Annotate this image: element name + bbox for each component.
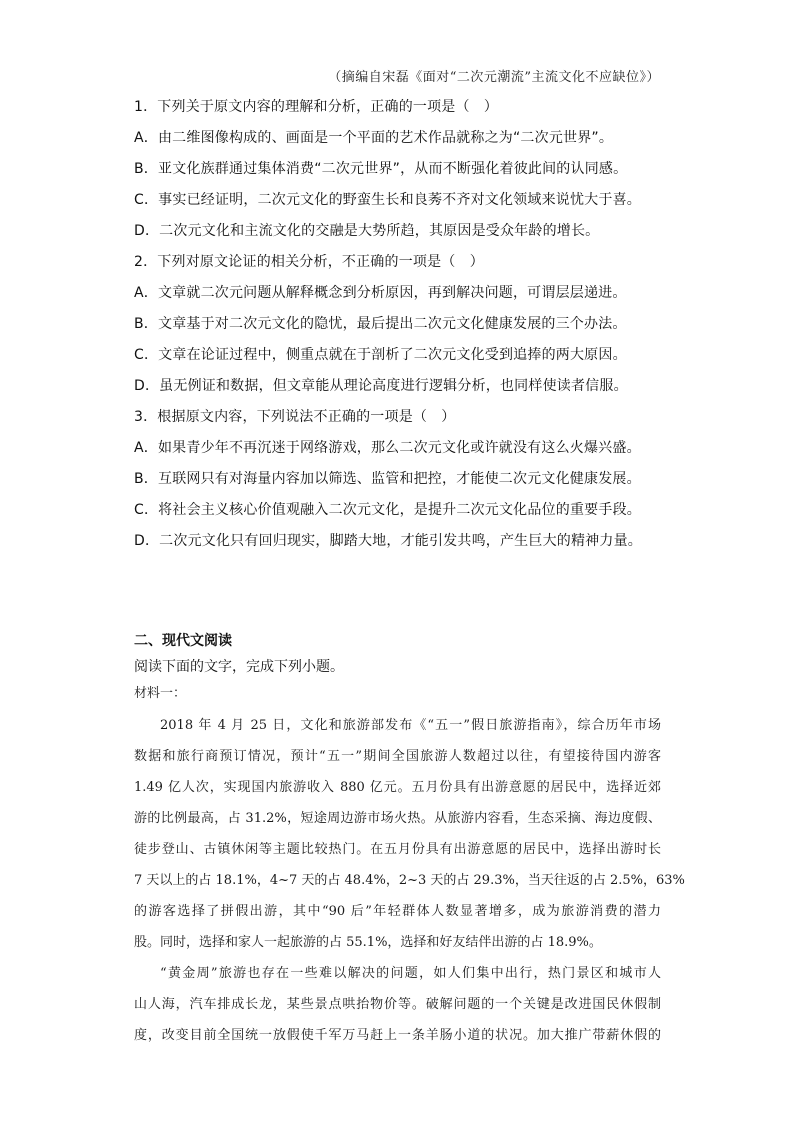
paragraph-1-line: 2018 年 4 月 25 日，文化和旅游部发布《“五一”假日旅游指南》，综合历年市场 [160, 718, 661, 733]
paragraph-1-line: 的游客选择了拼假出游，其中“90 后”年轻群体人数显著增多，成为旅游消费的潜力 [134, 904, 661, 919]
paragraph-2-line: “黄金周”旅游也存在一些难以解决的问题，如人们集中出行，热门景区和城市人 [160, 966, 661, 981]
paragraph-1-line: 游的比例最高，占 31.2%，短途周边游市场火热。从旅游内容看，生态采摘、海边度假、 [134, 811, 661, 826]
question-2-option-b: B．文章基于对二次元文化的隐忧，最后提出二次元文化健康发展的三个办法。 [134, 316, 627, 332]
question-1-option-d: D．二次元文化和主流文化的交融是大势所趋，其原因是受众年龄的增长。 [134, 223, 600, 239]
question-2-option-c: C．文章在论证过程中，侧重点就在于剖析了二次元文化受到追捧的两大原因。 [134, 347, 627, 363]
question-2-option-d: D．虽无例证和数据，但文章能从理论高度进行逻辑分析，也同样使读者信服。 [134, 378, 628, 394]
paragraph-1-line: 1.49 亿人次，实现国内旅游收入 880 亿元。五月份具有出游意愿的居民中，选择近郊 [134, 780, 661, 795]
paragraph-1-line: 股。同时，选择和家人一起旅游的占 55.1%，选择和好友结伴出游的占 18.9%。 [134, 935, 602, 950]
paragraph-2-line: 山人海，汽车排成长龙，某些景点哄抬物价等。破解问题的一个关键是改进国民休假制 [134, 997, 661, 1012]
question-3-option-b: B．互联网只有对海量内容加以筛选、监管和把控，才能使二次元文化健康发展。 [134, 471, 641, 487]
paragraph-1-line: 徒步登山、古镇休闲等主题比较热门。在五月份具有出游意愿的居民中，选择出游时长 [134, 842, 661, 857]
question-1-stem: 1．下列关于原文内容的理解和分析，正确的一项是（ ） [134, 99, 499, 115]
article-body [134, 710, 685, 1051]
question-1-option-c: C．事实已经证明，二次元文化的野蛮生长和良莠不齐对文化领域来说忧大于喜。 [134, 192, 641, 208]
question-3-option-d: D．二次元文化只有回归现实，脚踏大地，才能引发共鸣，产生巨大的精神力量。 [134, 533, 642, 549]
section-title: 二、现代文阅读 [134, 633, 232, 649]
paragraph-2-line: 度，改变目前全国统一放假使千军万马赶上一条羊肠小道的状况。加大推广带薪休假的 [134, 1028, 661, 1043]
paragraph-1-line: 数据和旅行商预订情况，预计“五一”期间全国旅游人数超过以往，有望接待国内游客 [134, 749, 661, 764]
reading-section [134, 628, 685, 1051]
source-citation: （摘编自宋磊《面对“二次元潮流”主流文化不应缺位》） [328, 70, 660, 85]
question-1-option-a: A．由二维图像构成的、画面是一个平面的艺术作品就称之为“二次元世界”。 [134, 130, 614, 146]
question-3-stem: 3．根据原文内容，下列说法不正确的一项是（ ） [134, 409, 456, 425]
question-3-option-c: C．将社会主义核心价值观融入二次元文化，是提升二次元文化品位的重要手段。 [134, 502, 641, 518]
paragraph-1-line: 7 天以上的占 18.1%，4~7 天的占 48.4%，2~3 天的占 29.3%，当天往返的占 2.5%，63% [134, 873, 685, 888]
question-2-stem: 2．下列对原文论证的相关分析，不正确的一项是（ ） [134, 254, 484, 270]
question-3-option-a: A．如果青少年不再沉迷于网络游戏，那么二次元文化或许就没有这么火爆兴盛。 [134, 440, 641, 456]
question-block [134, 92, 674, 557]
section-instruction: 阅读下面的文字，完成下列小题。 [134, 659, 344, 675]
question-1-option-b: B．亚文化族群通过集体消费“二次元世界”，从而不断强化着彼此间的认同感。 [134, 161, 628, 177]
material-label: 材料一： [134, 686, 187, 701]
question-2-option-a: A．文章就二次元问题从解释概念到分析原因，再到解决问题，可谓层层递进。 [134, 285, 627, 301]
